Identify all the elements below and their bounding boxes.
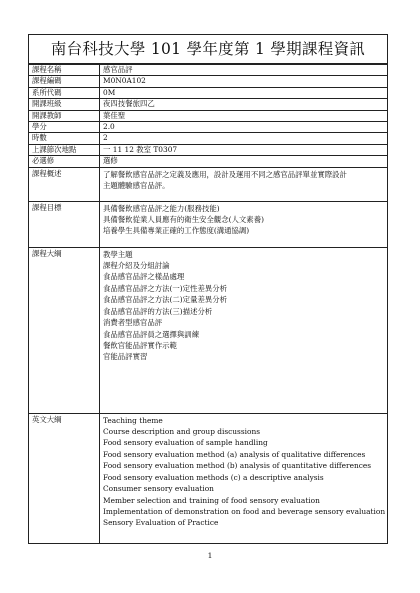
syllabus-item: 餐飲官能品評實作示範: [103, 340, 177, 350]
field-label: 開課班級: [29, 99, 100, 110]
field-label: 課程大綱: [29, 247, 100, 413]
field-value: 2.0: [100, 122, 388, 133]
field-value: 一 11 12 教室 T0307: [100, 144, 388, 155]
field-label: 上課節次地點: [29, 144, 100, 155]
syllabus-item: 食品感官品評之方法(二)定量差異分析: [103, 295, 228, 305]
syllabus-item: 食品感官品評之方法(一)定性差異分析: [103, 283, 228, 293]
english-syllabus-item: Teaching theme: [103, 415, 163, 425]
field-value: 選修: [100, 156, 388, 167]
syllabus-item: 官能品評實習: [103, 352, 148, 362]
syllabus-list: [100, 247, 388, 413]
field-label: 課程概述: [29, 167, 100, 201]
english-syllabus-item: Sensory Evaluation of Practice: [103, 518, 219, 528]
field-label: 必選修: [29, 156, 100, 167]
syllabus-item: 課程介紹及分組討論: [103, 261, 170, 271]
row-goals: [29, 201, 388, 247]
field-value: 葉佳聖: [100, 110, 388, 121]
row-syllabus: [29, 247, 388, 413]
syllabus-item: 食品感官品評員之選擇與訓練: [103, 329, 200, 339]
field-label: 開課教師: [29, 110, 100, 121]
english-syllabus-item: Course description and group discussions: [103, 427, 261, 437]
field-value: 2: [100, 133, 388, 144]
field-value: 0M: [100, 87, 388, 98]
field-value: M0N0A102: [100, 76, 388, 87]
english-syllabus-item: Member selection and training of food sensory evaluation: [103, 495, 320, 505]
field-value: 感官品評: [100, 65, 388, 76]
row-course-name: [29, 65, 388, 76]
row-course-code: [29, 76, 388, 87]
english-syllabus-item: Food sensory evaluation methods (c) a descriptive analysis: [103, 472, 324, 482]
row-overview: [29, 167, 388, 201]
field-label: 英文大綱: [29, 413, 100, 543]
page-number: 1: [207, 551, 213, 560]
english-syllabus-item: Consumer sensory evaluation: [103, 484, 214, 494]
overview-line: 了解餐飲感官品評之定義及應用，設計及運用不同之感官品評單並實際設計: [103, 169, 347, 179]
row-teacher: [29, 110, 388, 121]
overview-text: [100, 167, 388, 201]
syllabus-item: 食品感官品評的方法(三)描述分析: [103, 306, 213, 316]
field-label: 學分: [29, 122, 100, 133]
row-schedule-room: [29, 144, 388, 155]
field-label: 課程編碼: [29, 76, 100, 87]
row-credits: [29, 122, 388, 133]
overview-line: 主題體驗感官品評。: [103, 181, 170, 191]
page-title: 南台科技大學 101 學年度第 1 學期課程資訊: [28, 34, 388, 64]
course-info-table: [28, 64, 388, 544]
syllabus-item: 教學主題: [103, 249, 133, 259]
field-value: 夜四技餐旅四乙: [100, 99, 388, 110]
goal-item: 具備餐飲從業人員應有的衛生安全觀念(人文素養): [103, 215, 264, 225]
goal-item: 具備餐飲感官品評之能力(服務技能): [103, 203, 220, 213]
english-syllabus-list: [100, 413, 388, 543]
english-syllabus-item: Food sensory evaluation method (a) analysis of qualitative differences: [103, 449, 366, 459]
field-label: 課程名稱: [29, 65, 100, 76]
english-syllabus-item: Food sensory evaluation method (b) analysis of quantitative differences: [103, 461, 372, 471]
english-syllabus-item: Food sensory evaluation of sample handling: [103, 438, 268, 448]
goal-item: 培養學生具備專業正確的工作態度(溝通協調): [103, 226, 250, 236]
field-label: 系所代碼: [29, 87, 100, 98]
syllabus-item: 食品感官品評之樣品處理: [103, 272, 185, 282]
field-label: 課程目標: [29, 201, 100, 247]
row-class: [29, 99, 388, 110]
row-hours: [29, 133, 388, 144]
syllabus-item: 消費者型感官品評: [103, 318, 163, 328]
goals-list: [100, 201, 388, 247]
row-english-syllabus: [29, 413, 388, 543]
row-dept-code: [29, 87, 388, 98]
english-syllabus-item: Implementation of demonstration on food and beverage sensory evaluation: [103, 506, 386, 516]
field-label: 時數: [29, 133, 100, 144]
row-required-elective: [29, 156, 388, 167]
